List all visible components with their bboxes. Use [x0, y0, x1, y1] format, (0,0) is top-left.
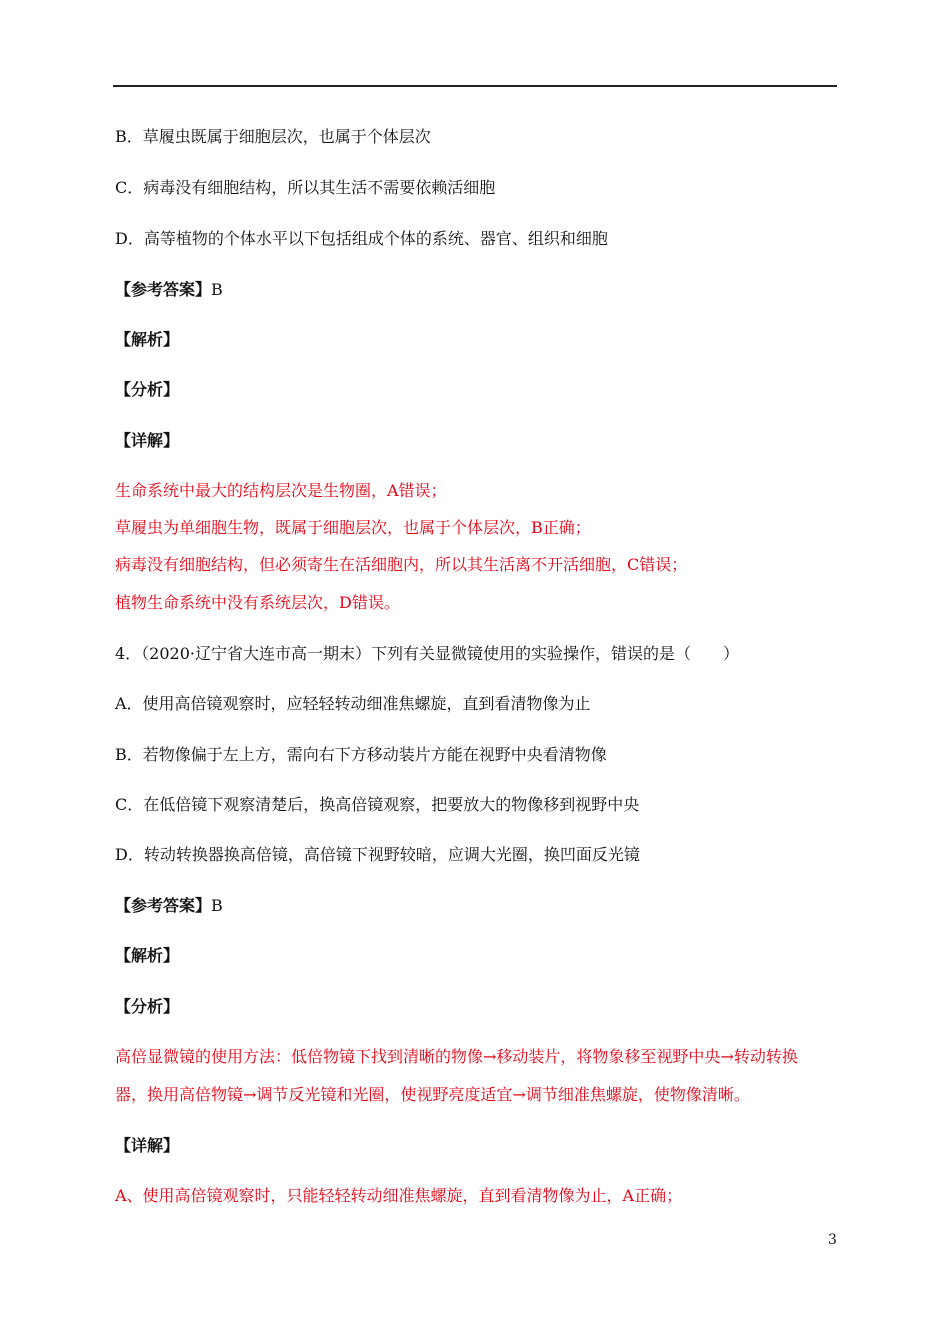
- option-c: C．在低倍镜下观察清楚后，换高倍镜观察，把要放大的物像移到视野中央: [115, 795, 640, 814]
- question-stem: 4．（2020·辽宁省大连市高一期末）下列有关显微镜使用的实验操作，错误的是（ ）: [115, 644, 739, 663]
- xiangjie-heading: 【详解】: [115, 431, 180, 450]
- option-a: A．使用高倍镜观察时，应轻轻转动细准焦螺旋，直到看清物像为止: [115, 694, 591, 713]
- detail-line: A、使用高倍镜观察时，只能轻轻转动细准焦螺旋，直到看清物像为止，A正确；: [115, 1186, 683, 1205]
- fenxi-heading: 【分析】: [115, 380, 180, 399]
- option-c: C．病毒没有细胞结构，所以其生活不需要依赖活细胞: [115, 178, 496, 197]
- answer-value: B: [211, 896, 223, 915]
- header-rule: [113, 85, 837, 87]
- page-number: 3: [828, 1232, 837, 1248]
- jiexi-heading: 【解析】: [115, 946, 180, 965]
- answer-line: [115, 280, 223, 300]
- option-b: B．草履虫既属于细胞层次，也属于个体层次: [115, 127, 431, 146]
- xiangjie-heading: 【详解】: [115, 1136, 180, 1155]
- detail-line: 植物生命系统中没有系统层次，D错误。: [115, 593, 400, 612]
- fenxi-heading: 【分析】: [115, 997, 180, 1016]
- option-b: B．若物像偏于左上方，需向右下方移动装片方能在视野中央看清物像: [115, 745, 607, 764]
- answer-tag: 【参考答案】: [115, 280, 212, 299]
- detail-line: 生命系统中最大的结构层次是生物圈，A错误；: [115, 481, 447, 500]
- option-d: D．高等植物的个体水平以下包括组成个体的系统、器官、组织和细胞: [115, 229, 608, 248]
- answer-line: [115, 896, 223, 916]
- option-d: D．转动转换器换高倍镜，高倍镜下视野较暗，应调大光圈，换凹面反光镜: [115, 845, 640, 864]
- detail-line: 草履虫为单细胞生物，既属于细胞层次，也属于个体层次，B正确；: [115, 518, 591, 537]
- answer-tag: 【参考答案】: [115, 896, 212, 915]
- jiexi-heading: 【解析】: [115, 330, 180, 349]
- detail-line: 病毒没有细胞结构，但必须寄生在活细胞内，所以其生活离不开活细胞，C错误；: [115, 555, 688, 574]
- analysis-line: 高倍显微镜的使用方法：低倍物镜下找到清晰的物像→移动装片，将物象移至视野中央→转动转换: [115, 1047, 798, 1066]
- answer-value: B: [211, 280, 223, 299]
- analysis-line: 器，换用高倍物镜→调节反光镜和光圈，使视野亮度适宜→调节细准焦螺旋，使物像清晰。: [115, 1085, 750, 1104]
